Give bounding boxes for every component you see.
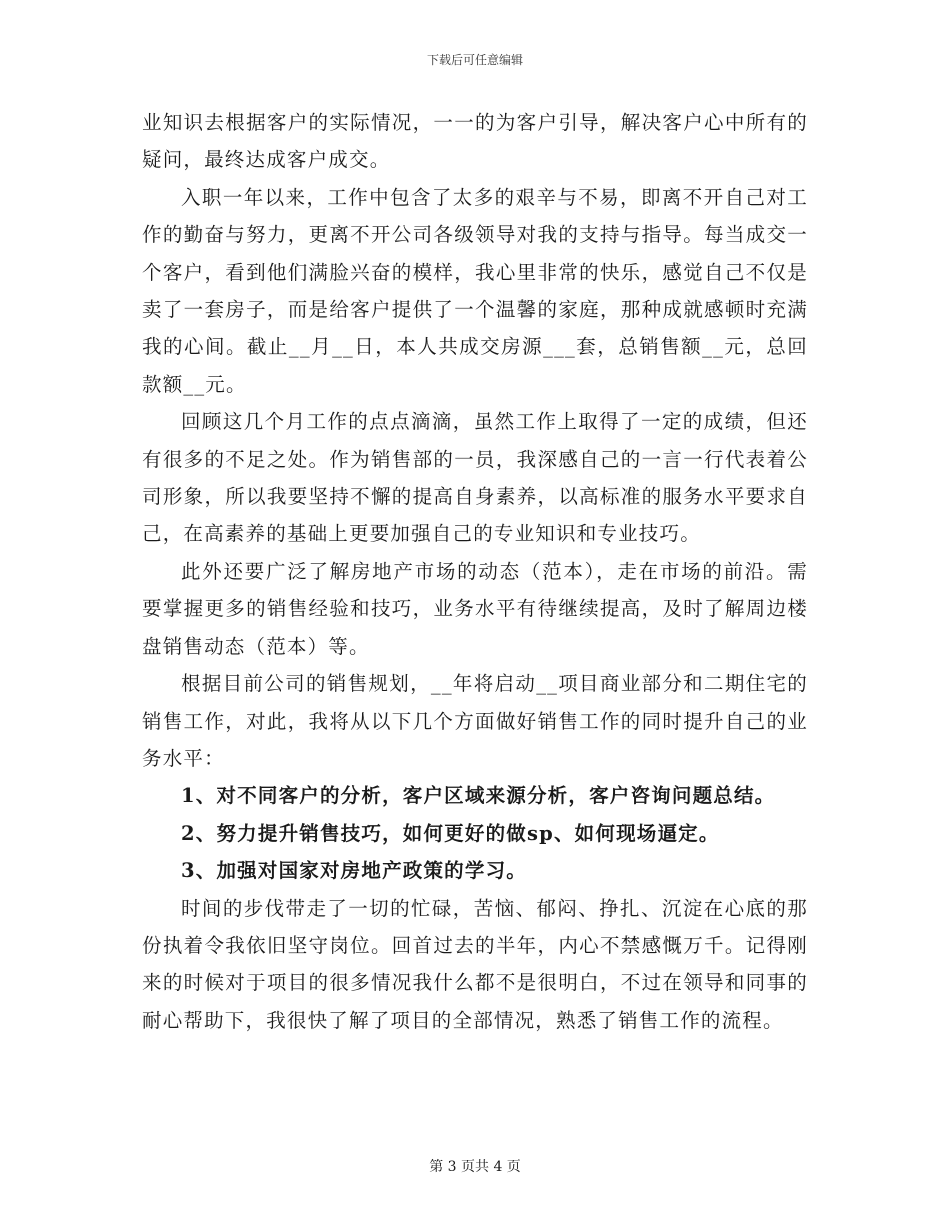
- paragraph: 此外还要广泛了解房地产市场的动态（范本），走在市场的前沿。需要掌握更多的销售经验和技巧，业务水平有待继续提高，及时了解周边楼盘销售动态（范本）等。: [142, 559, 808, 658]
- list-item: 1、对不同客户的分析，客户区域来源分析，客户咨询问题总结。: [181, 784, 776, 808]
- list-item: 3、加强对国家对房地产政策的学习。: [181, 859, 527, 883]
- paragraph: 业知识去根据客户的实际情况，一一的为客户引导，解决客户心中所有的疑问，最终达成客户成交。: [142, 111, 808, 172]
- paragraph: 时间的步伐带走了一切的忙碌，苦恼、郁闷、挣扎、沉淀在心底的那份执着令我依旧坚守岗位。回首过去的半年，内心不禁感慨万千。记得刚来的时候对于项目的很多情况我什么都不是很明白，不过在领导和同事的耐心帮助下，我很快了解了项目的全部情况，熟悉了销售工作的流程。: [142, 896, 808, 1032]
- page-header: 下载后可任意编辑: [426, 53, 523, 67]
- paragraph: 根据目前公司的销售规划，__年将启动__项目商业部分和二期住宅的销售工作，对此，我将从以下几个方面做好销售工作的同时提升自己的业务水平：: [142, 672, 808, 770]
- paragraph: 入职一年以来，工作中包含了太多的艰辛与不易，即离不开自己对工作的勤奋与努力，更离不开公司各级领导对我的支持与指导。每当成交一个客户，看到他们满脸兴奋的模样，我心里非常的快乐，感觉自己不仅是卖了一套房子，而是给客户提供了一个温馨的家庭，那种成就感顿时充满我的心间。截止__月__日，本人共成交房源___套，总销售额__元，总回款额__元。: [142, 185, 808, 396]
- document-body: [142, 104, 808, 1039]
- list-item: 2、努力提升销售技巧，如何更好的做sp、如何现场逼定。: [181, 821, 720, 845]
- page-footer: 第 3 页共 4 页: [429, 1159, 521, 1175]
- paragraph: 回顾这几个月工作的点点滴滴，虽然工作上取得了一定的成绩，但还有很多的不足之处。作为销售部的一员，我深感自己的一言一行代表着公司形象，所以我要坚持不懈的提高自身素养，以高标准的服务水平要求自己，在高素养的基础上更要加强自己的专业知识和专业技巧。: [142, 410, 808, 546]
